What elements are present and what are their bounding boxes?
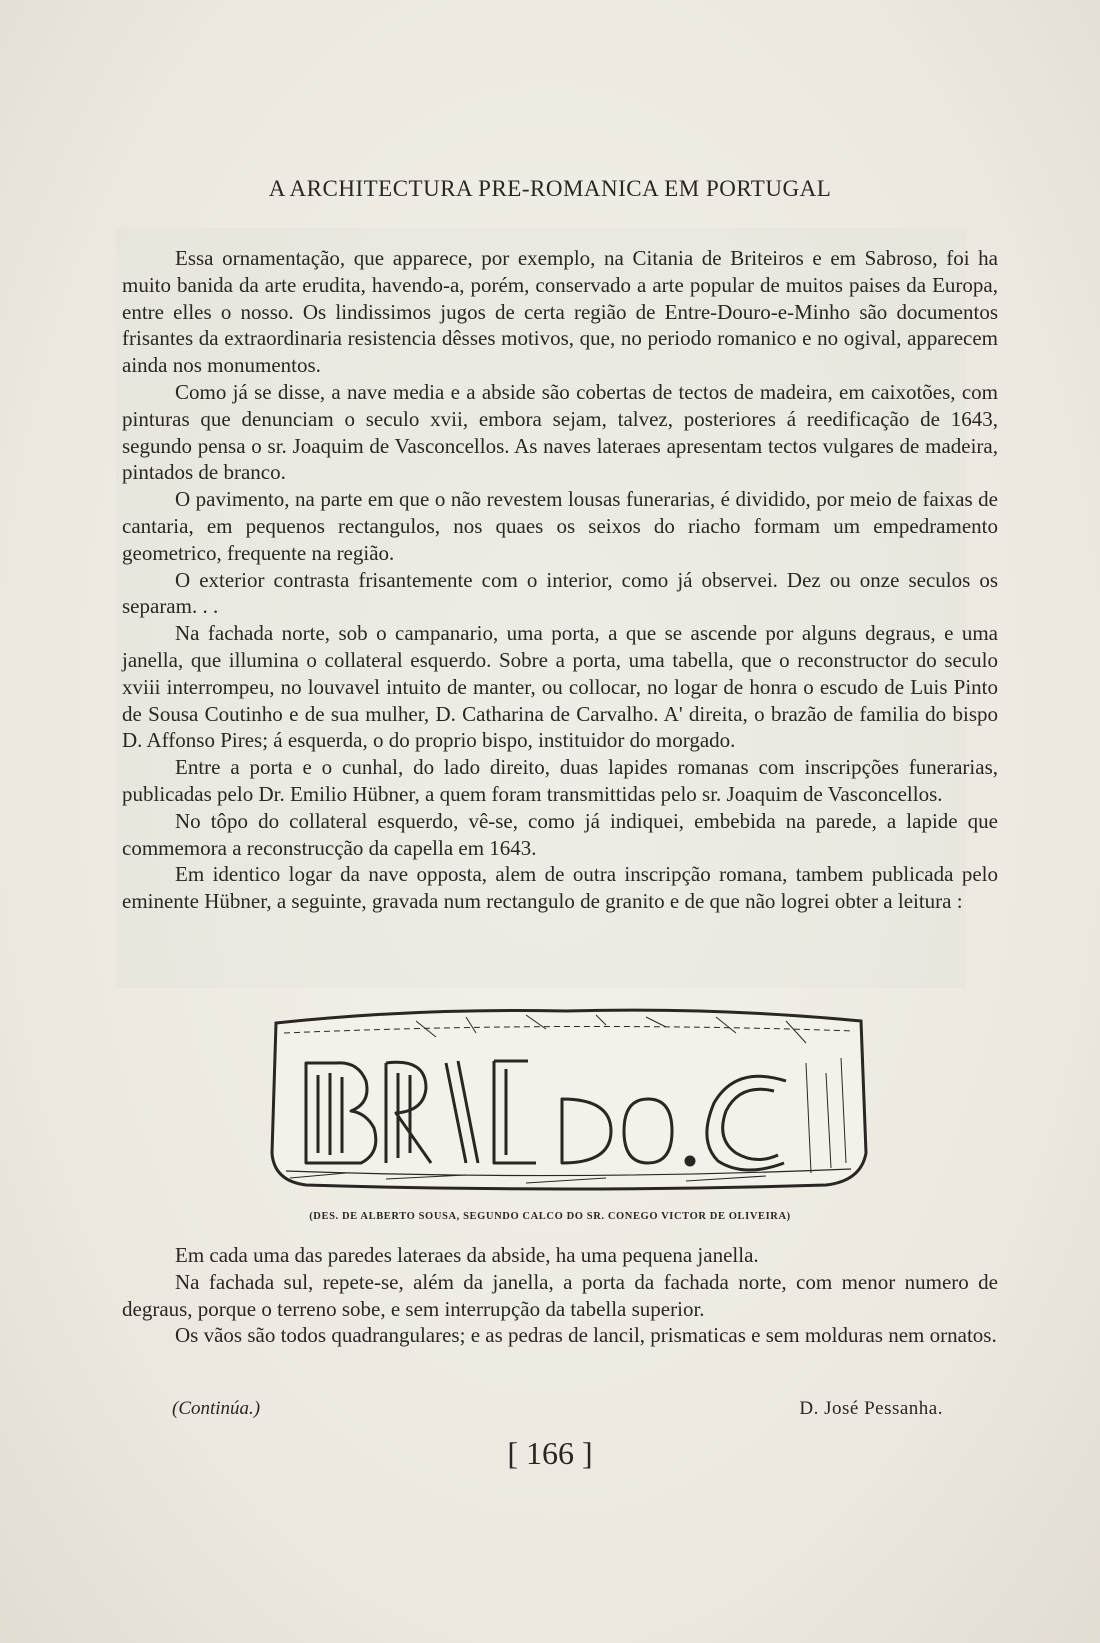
paragraph: Em cada uma das paredes lateraes da abside, ha uma pequena janella. (175, 1243, 759, 1267)
paragraph: Em identico logar da nave opposta, alem de outra inscripção romana, tambem publicada pelo eminente Hübner, a seguinte, gravada num rectangulo de granito e de que não logrei obter a leitura : (122, 862, 998, 914)
paragraph: Entre a porta e o cunhal, do lado direito, duas lapides romanas com inscripções funerarias, publicadas pelo Dr. Emilio Hübner, a quem foram transmittidas pelo sr. Joaquim de Vasconcellos. (122, 755, 998, 806)
paragraph: Essa ornamentação, que apparece, por exemplo, na Citania de Briteiros e em Sabroso, foi ha muito banida da arte erudita, havendo-a, porém, conservado a arte popular de muitos paises da Europa, entre elles o nosso. Os lindissimos jugos de certa região de Entre-Douro-e-Minho são documentos frisantes da extraordinaria resistencia dêsses motivos, que, no periodo romanico e no ogival, apparecem ainda nos monumentos. (122, 246, 998, 378)
article-body-continued (122, 1242, 998, 1349)
paragraph: O exterior contrasta frisantemente com o interior, como já observei. Dez ou onze seculos os separam. . . (122, 567, 998, 619)
page-title: A ARCHITECTURA PRE-ROMANICA EM PORTUGAL (268, 176, 832, 201)
continued-note: (Continúa.) (172, 1398, 261, 1419)
paragraph: Na fachada norte, sob o campanario, uma porta, a que se ascende por alguns degraus, e uma janella, que illumina o collateral esquerdo. Sobre a porta, uma tabella, que o reconstructor do seculo xviii interrompeu, no louvavel intuito de manter, ou collocar, no logar de honra o escudo de Luis Pinto de Sousa Coutinho e de sua mulher, D. Catharina de Carvalho. A' direita, o brazão de familia do bispo D. Affonso Pires; á esquerda, o do proprio bispo, instituidor do morgado. (122, 621, 998, 753)
paragraph: No tôpo do collateral esquerdo, vê-se, como já indiquei, embebida na parede, a lapide que commemora a reconstrucção da capella em 1643. (122, 808, 998, 860)
inscription-drawing (266, 1003, 870, 1198)
granite-stone-illustration (266, 1003, 870, 1198)
paragraph: O pavimento, na parte em que o não revestem lousas funerarias, é dividido, por meio de faixas de cantaria, em pequenos rectangulos, nos quaes os seixos do riacho formam um empedramento geometrico, frequente na região. (122, 487, 998, 565)
paragraph: Na fachada sul, repete-se, além da janella, a porta da fachada norte, com menor numero de degraus, porque o terreno sobe, e sem interrupção da tabella superior. (122, 1269, 998, 1321)
article-body (122, 245, 998, 915)
paragraph: Como já se disse, a nave media e a abside são cobertas de tectos de madeira, em caixotões, com pinturas que denunciam o seculo xvii, embora sejam, talvez, posteriores á reedificação de 1643, segundo pensa o sr. Joaquim de Vasconcellos. As naves lateraes apresentam tectos vulgares de madeira, pintados de branco. (122, 379, 998, 485)
author-signature: D. José Pessanha. (799, 1398, 943, 1419)
paragraph: Os vãos são todos quadrangulares; e as pedras de lancil, prismaticas e sem molduras nem ornatos. (175, 1323, 997, 1348)
page-number: [ 166 ] (507, 1435, 593, 1471)
figure-caption: (DES. DE ALBERTO SOUSA, SEGUNDO CALCO DO SR. CONEGO VICTOR DE OLIVEIRA) (309, 1211, 791, 1222)
